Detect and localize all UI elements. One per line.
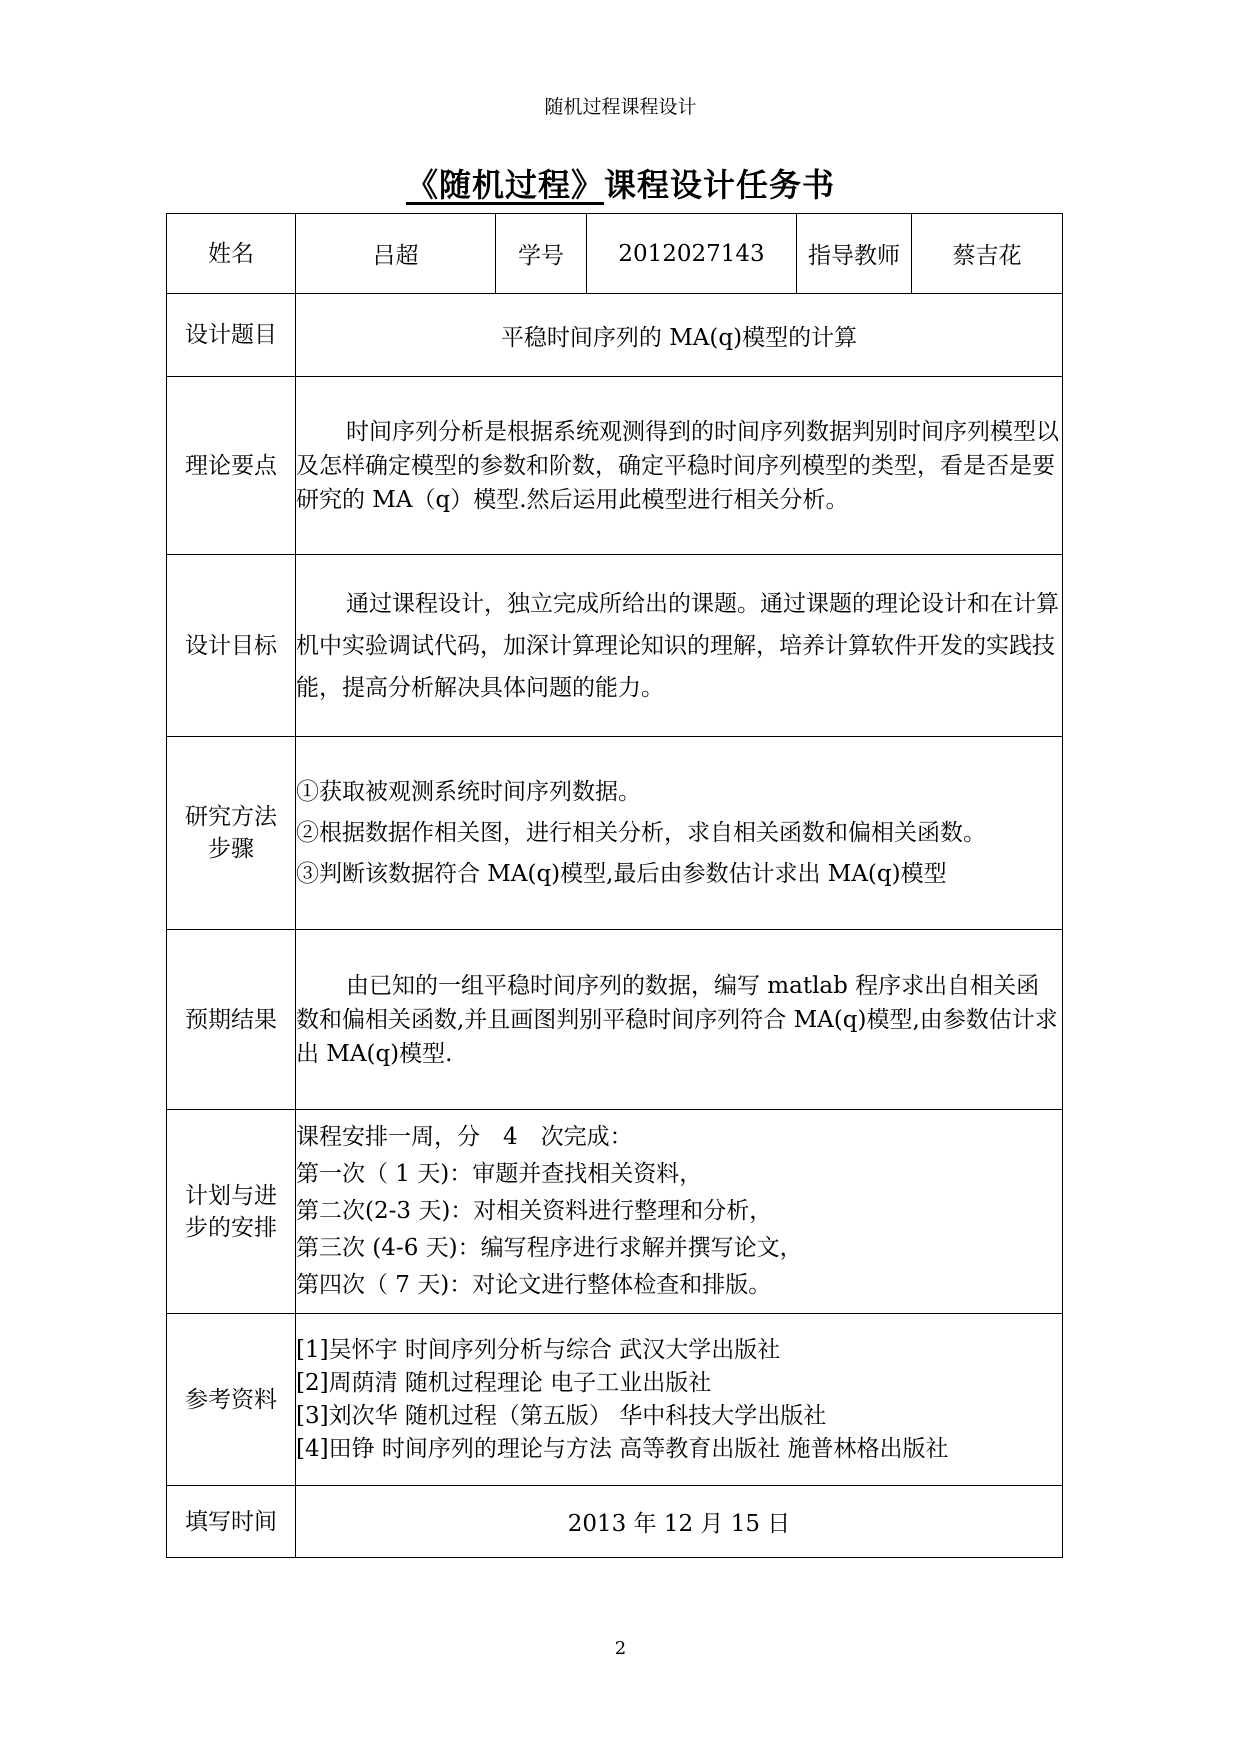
title-course-name: 《随机过程》 [405, 166, 604, 204]
page-number: 2 [614, 1638, 627, 1659]
plan-line: 第一次（ 1 天)：审题并查找相关资料， [296, 1161, 703, 1187]
result-text: 由已知的一组平稳时间序列的数据，编写 matlab 程序求出自相关函数和偏相关函数,并且画图判别平稳时间序列符合 MA(q)模型,由参数估计求出 MA(q)模型. [296, 972, 1058, 1067]
student-id-value: 2012027143 [587, 214, 797, 294]
row-references [167, 1314, 1063, 1486]
page-header: 随机过程课程设计 [544, 96, 697, 118]
plan-label [167, 1110, 296, 1314]
row-fill-date [167, 1486, 1063, 1558]
row-expected-result [167, 930, 1063, 1110]
advisor-value: 蔡吉花 [912, 214, 1063, 294]
method-step: ②根据数据作相关图，进行相关分析，求自相关函数和偏相关函数。 [296, 819, 986, 846]
row-plan [167, 1110, 1063, 1314]
theory-label: 理论要点 [167, 377, 296, 555]
plan-line: 第四次（ 7 天)：对论文进行整体检查和排版。 [296, 1272, 772, 1298]
date-label: 填写时间 [167, 1486, 296, 1558]
title-rest: 课程设计任务书 [604, 166, 836, 204]
plan-line: 第二次(2-3 天)：对相关资料进行整理和分析， [296, 1198, 773, 1224]
references-label: 参考资料 [167, 1314, 296, 1486]
student-id-label: 学号 [496, 214, 587, 294]
method-step: ③判断该数据符合 MA(q)模型,最后由参数估计求出 MA(q)模型 [296, 860, 947, 887]
method-label-line-2: 步骤 [208, 836, 254, 862]
method-label [167, 737, 296, 930]
reference-item: [3]刘次华 随机过程（第五版） 华中科技大学出版社 [296, 1402, 827, 1429]
reference-item: [2]周荫清 随机过程理论 电子工业出版社 [296, 1369, 712, 1396]
result-label: 预期结果 [167, 930, 296, 1110]
reference-item: [4]田铮 时间序列的理论与方法 高等教育出版社 施普林格出版社 [296, 1435, 949, 1462]
advisor-label: 指导教师 [797, 214, 912, 294]
name-label: 姓名 [167, 214, 296, 294]
goal-label: 设计目标 [167, 555, 296, 737]
plan-line: 第三次 (4-6 天)：编写程序进行求解并撰写论文， [296, 1235, 803, 1261]
row-topic [167, 294, 1063, 377]
plan-label-line-2: 步的安排 [185, 1214, 277, 1241]
name-value: 吕超 [296, 214, 496, 294]
date-value: 2013 年 12 月 15 日 [296, 1486, 1063, 1558]
row-theory [167, 377, 1063, 555]
plan-line: 课程安排一周，分 4 次完成： [296, 1124, 633, 1150]
goal-text: 通过课程设计，独立完成所给出的课题。通过课题的理论设计和在计算机中实验调试代码，加深计算理论知识的理解，培养计算软件开发的实践技能，提高分析解决具体问题的能力。 [296, 590, 1059, 701]
task-form-table [166, 213, 1063, 1558]
method-label-line-1: 研究方法 [185, 804, 277, 830]
topic-value: 平稳时间序列的 MA(q)模型的计算 [296, 294, 1063, 377]
theory-text: 时间序列分析是根据系统观测得到的时间序列数据判别时间序列模型以及怎样确定模型的参数和阶数，确定平稳时间序列模型的类型，看是否是要研究的 MA（q）模型.然后运用此模型进行相关分析。 [296, 418, 1059, 513]
reference-item: [1]吴怀宇 时间序列分析与综合 武汉大学出版社 [296, 1336, 781, 1363]
row-goal [167, 555, 1063, 737]
row-student-info [167, 214, 1063, 294]
topic-label: 设计题目 [167, 294, 296, 377]
method-step: ①获取被观测系统时间序列数据。 [296, 778, 641, 805]
document-title [0, 160, 1241, 206]
plan-label-line-1: 计划与进 [185, 1182, 277, 1209]
row-method [167, 737, 1063, 930]
